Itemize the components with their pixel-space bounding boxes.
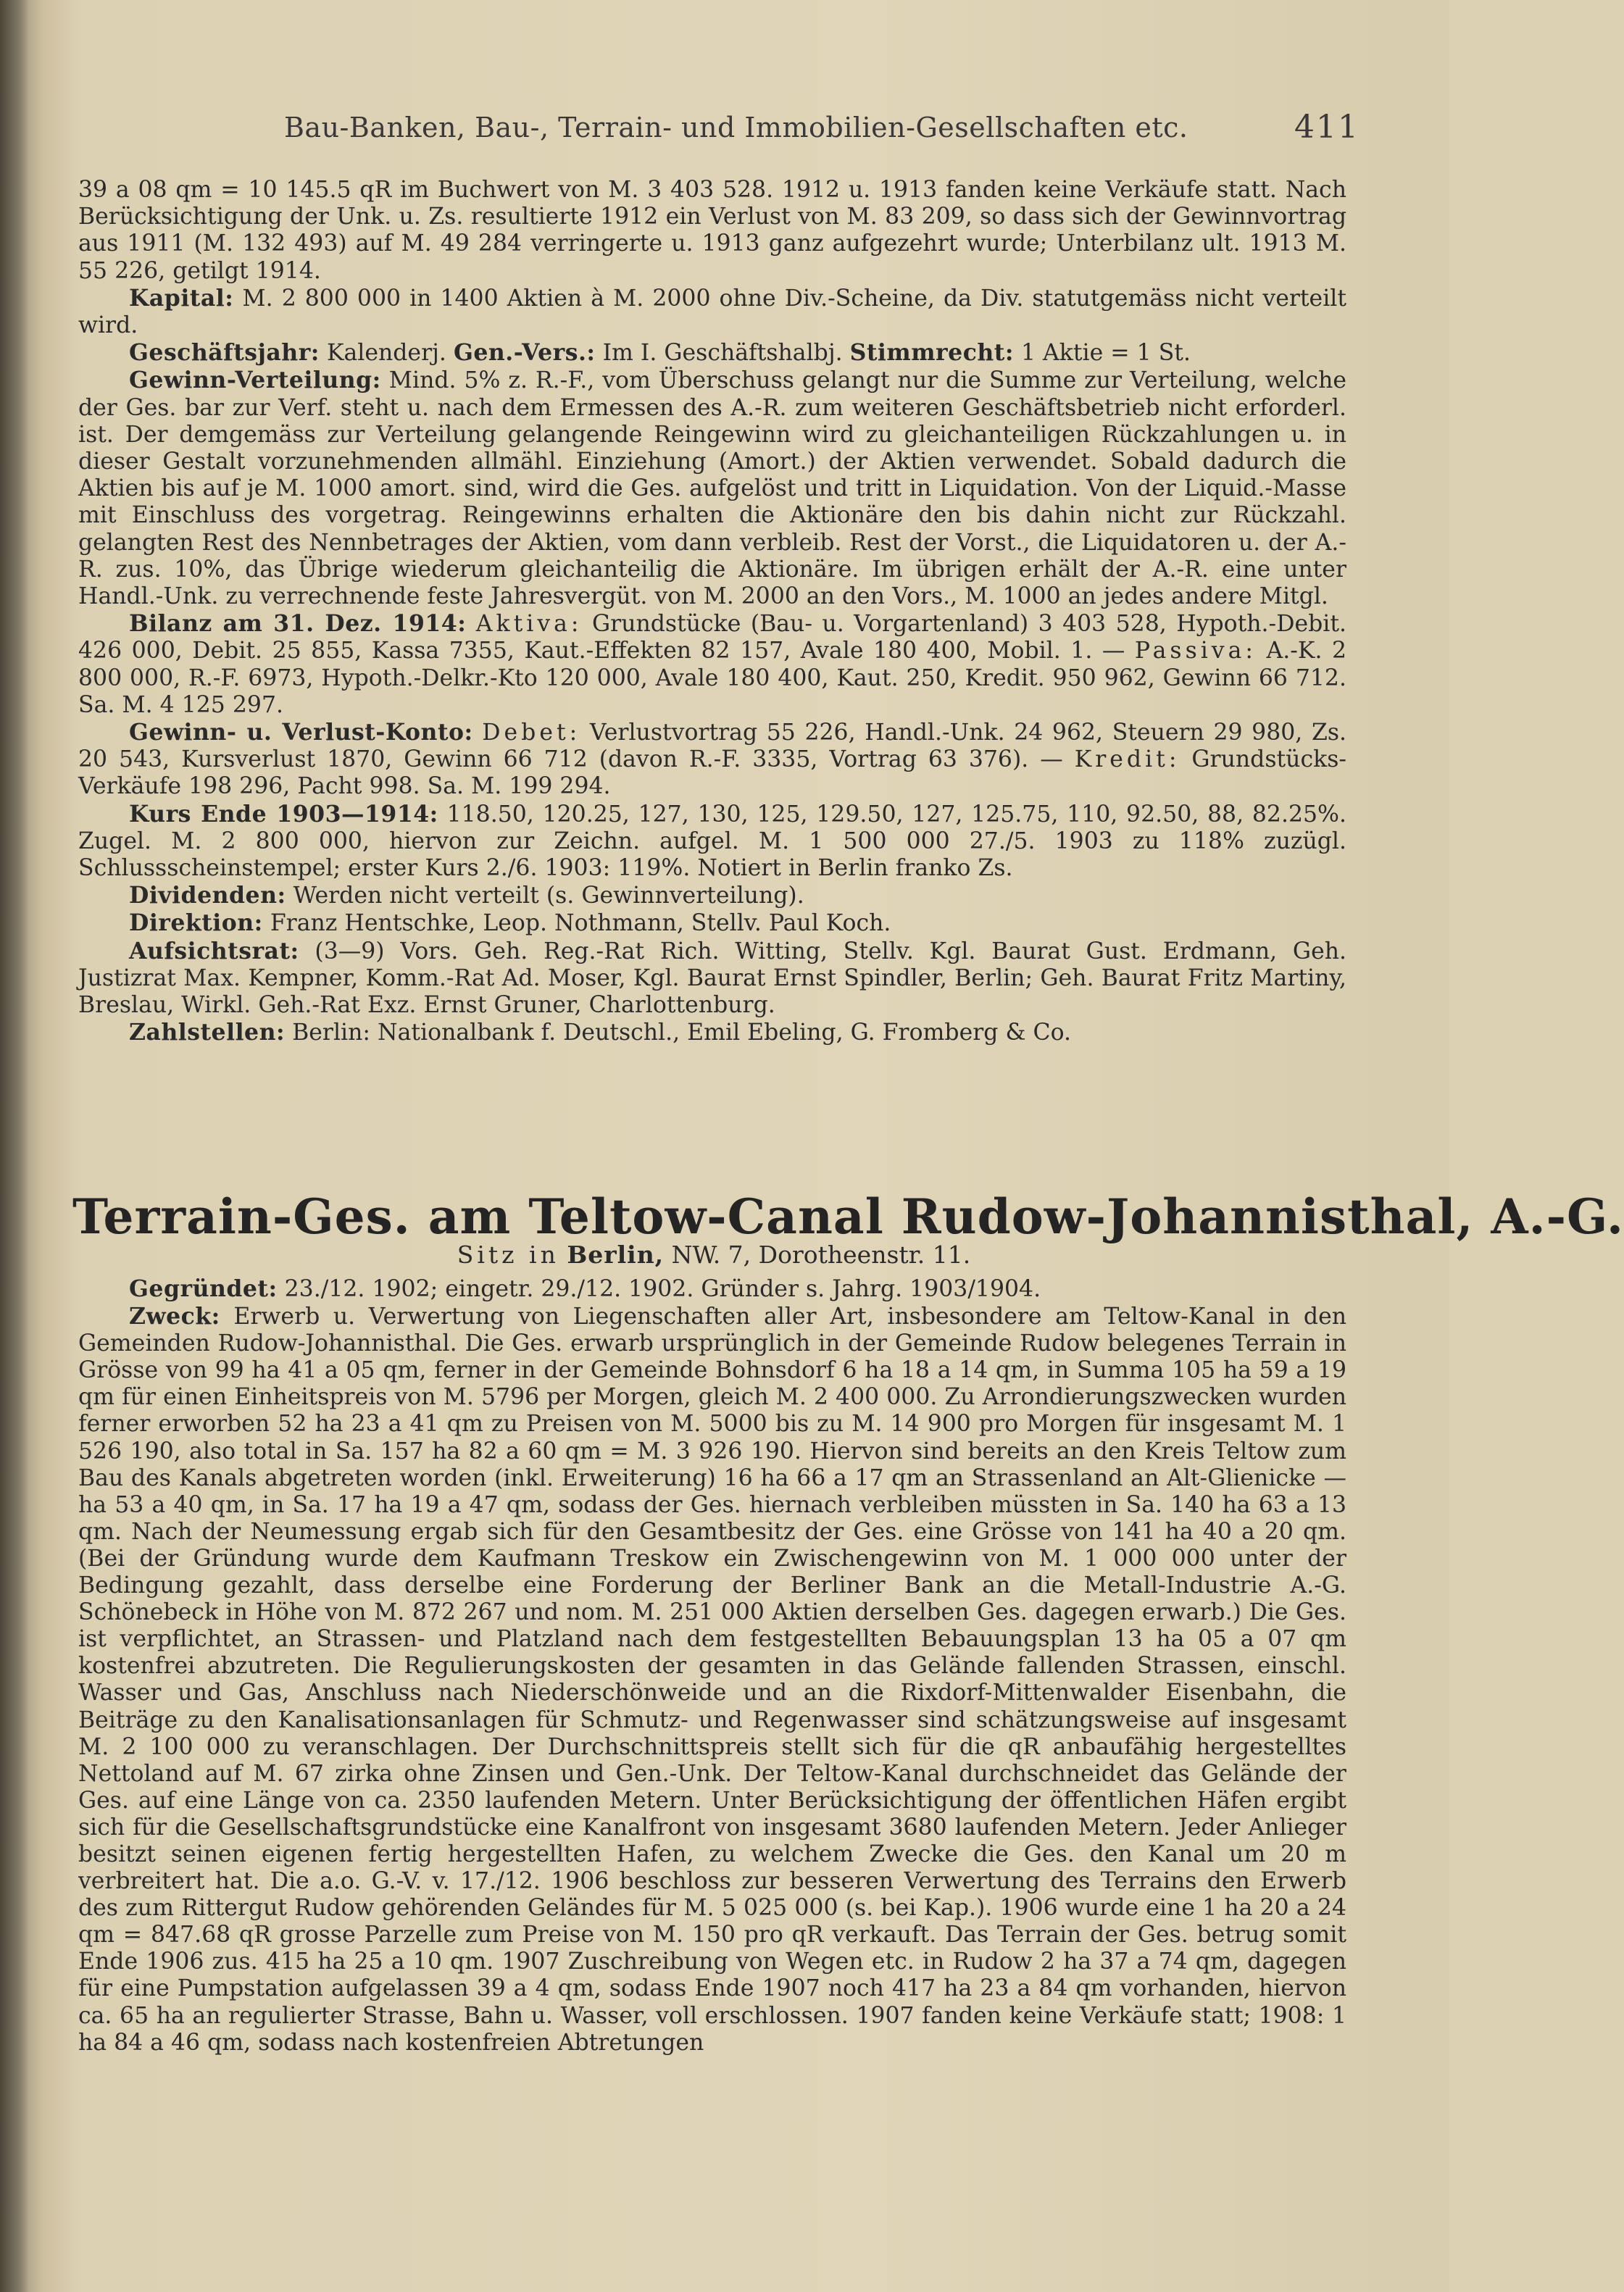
- zahlstellen-label: Zahlstellen:: [129, 1019, 286, 1046]
- genvers-label: Gen.-Vers.:: [453, 339, 596, 367]
- page-header: [0, 109, 1449, 159]
- gewinnverteilung-label: Gewinn-Verteilung:: [129, 367, 381, 394]
- guv-label: Gewinn- u. Verlust-Konto:: [129, 719, 473, 746]
- company-sitz: [72, 1241, 1355, 1269]
- zahlstellen-text: Berlin: Nationalbank f. Deutschl., Emil Ebeling, G. Fromberg & Co.: [292, 1020, 1072, 1046]
- zahlstellen-paragraph: [78, 1019, 1346, 1046]
- bilanz-passiva-text: A.-K. 2 800 000, R.-F. 6973, Hypoth.-Delkr.-Kto 120 000, Avale 180 400, Kaut. 250, Kredit. 950 962, Gewinn 66 712. Sa. M. 4 125 297.: [78, 638, 1346, 718]
- dividenden-paragraph: [78, 882, 1346, 909]
- previous-company-entry: [78, 177, 1346, 1047]
- gegruendet-paragraph: [78, 1275, 1346, 1303]
- dividenden-text: Werden nicht verteilt (s. Gewinnverteilung).: [293, 883, 804, 909]
- gewinnverteilung-paragraph: [78, 367, 1346, 610]
- sitz-label: Sitz in: [457, 1241, 559, 1269]
- kurs-text: 118.50, 120.25, 127, 130, 125, 129.50, 127, 125.75, 110, 92.50, 88, 82.25%. Zugel. M. 2 800 000, hiervon zur Zeichn. aufgel. M. 1 500 000 27./5. 1903 zu 118% zuzügl. Schlussscheinstempel; erster Kurs 2./6. 1903: 119%. Notiert in Berlin franko Zs.: [78, 801, 1346, 882]
- bilanz-label: Bilanz am 31. Dez. 1914:: [129, 610, 467, 638]
- kapital-text: M. 2 800 000 in 1400 Aktien à M. 2000 ohne Div.-Scheine, da Div. statutgemäss nicht verteilt wird.: [78, 285, 1346, 339]
- gegruendet-label: Gegründet:: [129, 1275, 278, 1302]
- kapital-label: Kapital:: [129, 284, 234, 312]
- direktion-paragraph: [78, 909, 1346, 937]
- aufsichtsrat-text: (3—9) Vors. Geh. Reg.-Rat Rich. Witting, Stellv. Kgl. Baurat Gust. Erdmann, Geh. Justizrat Max. Kempner, Komm.-Rat Ad. Moser, Kgl. Baurat Ernst Spindler, Berlin; Geh. Baurat Fritz Martiny, Breslau, Wirkl. Geh.-Rat Exz. Ernst Gruner, Charlottenburg.: [78, 938, 1347, 1019]
- book-spine-shadow: [0, 0, 29, 2292]
- history-continued: 39 a 08 qm = 10 145.5 qR im Buchwert von M. 3 403 528. 1912 u. 1913 fanden keine Verkäufe statt. Nach Berücksichtigung der Unk. u. Zs. resultierte 1912 ein Verlust von M. 83 209, so dass sich der Gewinnvortrag aus 1911 (M. 132 493) auf M. 49 284 verringerte u. 1913 ganz aufgezehrt wurde; Unterbilanz ult. 1913 M. 55 226, getilgt 1914.: [78, 177, 1346, 284]
- kapital-paragraph: [78, 285, 1346, 339]
- aufsichtsrat-label: Aufsichtsrat:: [129, 937, 299, 964]
- stimmrecht-text: 1 Aktie = 1 St.: [1020, 340, 1191, 367]
- bilanz-paragraph: [78, 610, 1346, 719]
- page-number: 411: [1294, 109, 1359, 146]
- geschaeftsjahr-label: Geschäftsjahr:: [129, 339, 320, 367]
- bilanz-aktiva-label: Aktiva:: [475, 611, 583, 638]
- kurs-label: Kurs Ende 1903—1914:: [129, 800, 438, 828]
- bilanz-passiva-label: Passiva:: [1134, 638, 1257, 664]
- guv-kredit-text: Grundstücks-Verkäufe 198 296, Pacht 998. Sa. M. 199 294.: [78, 746, 1346, 800]
- sitz-address: NW. 7, Dorotheenstr. 11.: [671, 1241, 971, 1269]
- guv-debet-text: Verlustvortrag 55 226, Handl.-Unk. 24 962, Steuern 29 980, Zs. 20 543, Kursverlust 1870, Gewinn 66 712 (davon R.-F. 3335, Vortrag 63 376). —: [78, 720, 1347, 773]
- aufsichtsrat-paragraph: [78, 938, 1346, 1020]
- dividenden-label: Dividenden:: [129, 882, 286, 909]
- zweck-paragraph: [78, 1303, 1346, 2056]
- gegruendet-text: 23./12. 1902; eingetr. 29./12. 1902. Gründer s. Jahrg. 1903/1904.: [284, 1276, 1041, 1302]
- guv-kredit-label: Kredit:: [1074, 746, 1180, 773]
- company-heading: Terrain-Ges. am Teltow-Canal Rudow-Johannisthal, A.-G.: [72, 1188, 1624, 1245]
- direktion-text: Franz Hentschke, Leop. Nothmann, Stellv. Paul Koch.: [270, 910, 891, 937]
- zweck-text: Erwerb u. Verwertung von Liegenschaften aller Art, insbesondere am Teltow-Kanal in den Gemeinden Rudow-Johannisthal. Die Ges. erwarb ursprünglich in der Gemeinde Rudow belegenes Terrain in Grösse von 99 ha 41 a 05 qm, ferner in der Gemeinde Bohnsdorf 6 ha 18 a 14 qm, in Summa 105 ha 59 a 19 qm für einen Einheitspreis von M. 5796 per Morgen, gleich M. 2 400 000. Zu Arrondierungszwecken wurden ferner erworben 52 ha 23 a 41 qm zu Preisen von M. 5000 bis zu M. 14 900 pro Morgen für insgesamt M. 1 526 190, also total in Sa. 157 ha 82 a 60 qm = M. 3 926 190. Hiervon sind bereits an den Kreis Teltow zum Bau des Kanals abgetreten worden (inkl. Erweiterung) 16 ha 66 a 17 qm an Strassenland an Alt-Glienicke — ha 53 a 40 qm, in Sa. 17 ha 19 a 47 qm, sodass der Ges. hiernach verbleiben müssten in Sa. 140 ha 63 a 13 qm. Nach der Neumessung ergab sich für den Gesamtbesitz der Ges. eine Grösse von 141 ha 40 a 20 qm. (Bei der Gründung wurde dem Kaufmann Treskow ein Zwischengewinn von M. 1 000 000 unter der Bedingung gezahlt, dass derselbe eine Forderung der Berliner Bank an die Metall-Industrie A.-G. Schönebeck in Höhe von M. 872 267 und nom. M. 251 000 Aktien derselben Ges. dagegen erwarb.) Die Ges. ist verpflichtet, an Strassen- und Platzland nach dem festgestellten Bebauungsplan 13 ha 05 a 07 qm kostenfrei abzutreten. Die Regulierungskosten der gesamten in das Gelände fallenden Strassen, einschl. Wasser und Gas, Anschluss nach Niederschönweide und an die Rixdorf-Mittenwalder Eisenbahn, die Beiträge zu den Kanalisationsanlagen für Schmutz- und Regenwasser sind schätzungsweise auf insgesamt M. 2 100 000 zu veranschlagen. Der Durchschnittspreis stellt sich für die qR anbaufähig hergestelltes Nettoland auf M. 67 zirka ohne Zinsen und Gen.-Unk. Der Teltow-Kanal durchschneidet das Gelände der Ges. auf eine Länge von ca. 2350 laufenden Metern. Unter Berücksichtigung der öffentlichen Häfen ergibt sich für die Gesellschaftsgrundstücke eine Kanalfront von insgesamt 3680 laufenden Metern. Jeder Anlieger besitzt seinen eigenen fertig hergestellten Hafen, zu welchem Zwecke die Ges. den Kanal um 20 m verbreitert hat. Die a.o. G.-V. v. 17./12. 1906 beschloss zur besseren Verwertung des Terrains den Erwerb des zum Rittergut Rudow gehörenden Geländes für M. 5 025 000 (s. bei Kap.). 1906 wurde eine 1 ha 20 a 24 qm = 847.68 qR grosse Parzelle zum Preise von M. 150 pro qR verkauft. Das Terrain der Ges. betrug somit Ende 1906 zus. 415 ha 25 a 10 qm. 1907 Zuschreibung von Wegen etc. in Rudow 2 ha 37 a 74 qm, dagegen für eine Pumpstation aufgelassen 39 a 4 qm, sodass Ende 1907 noch 417 ha 23 a 84 qm vorhanden, hiervon ca. 65 ha an regulierter Strasse, Bahn u. Wasser, voll erschlossen. 1907 fanden keine Verkäufe statt; 1908: 1 ha 84 a 46 qm, sodass nach kostenfreien Abtretungen: [78, 1304, 1346, 2056]
- guv-debet-label: Debet:: [482, 720, 581, 746]
- genvers-text: Im I. Geschäftshalbj.: [602, 340, 843, 367]
- kurs-paragraph: [78, 801, 1346, 883]
- running-title: Bau-Banken, Bau-, Terrain- und Immobilien-Gesellschaften etc.: [284, 112, 1188, 143]
- bilanz-aktiva-text: Grundstücke (Bau- u. Vorgartenland) 3 403 528, Hypoth.-Debit. 426 000, Debit. 25 855, Kassa 7355, Kaut.-Effekten 82 157, Avale 180 400, Mobil. 1. —: [78, 611, 1347, 664]
- direktion-label: Direktion:: [129, 909, 263, 937]
- guv-paragraph: [78, 719, 1346, 801]
- geschaeftsjahr-paragraph: [78, 339, 1346, 367]
- gewinnverteilung-text: Mind. 5% z. R.-F., vom Überschuss gelangt nur die Summe zur Verteilung, welche der Ges. bar zur Verf. steht u. nach dem Ermessen des A.-R. zum weiteren Geschäftsbetrieb nicht erforderl. ist. Der demgemäss zur Verteilung gelangende Reingewinn wird zu gleichanteiligen Rückzahlungen u. in dieser Gestalt vorzunehmenden allmähl. Einziehung (Amort.) der Aktien verwendet. Sobald dadurch die Aktien bis auf je M. 1000 amort. sind, wird die Ges. aufgelöst und tritt in Liquidation. Von der Liquid.-Masse mit Einschluss des vorgetrag. Reingewinns erhalten die Aktionäre den bis dahin nicht zur Rückzahl. gelangten Rest des Nennbetrages der Aktien, vom dann verbleib. Rest der Vorst., die Liquidatoren u. der A.-R. zus. 10%, das Übrige wiederum gleichanteilig die Aktionäre. Im übrigen erhält der A.-R. eine unter Handl.-Unk. zu verrechnende feste Jahresvergüt. von M. 2000 an den Vors., M. 1000 an jedes andere Mitgl.: [78, 367, 1346, 610]
- stimmrecht-label: Stimmrecht:: [849, 339, 1014, 367]
- company-entry: [78, 1275, 1346, 2056]
- zweck-label: Zweck:: [129, 1303, 220, 1330]
- geschaeftsjahr-text: Kalenderj.: [326, 340, 446, 367]
- sitz-city: Berlin,: [567, 1241, 665, 1269]
